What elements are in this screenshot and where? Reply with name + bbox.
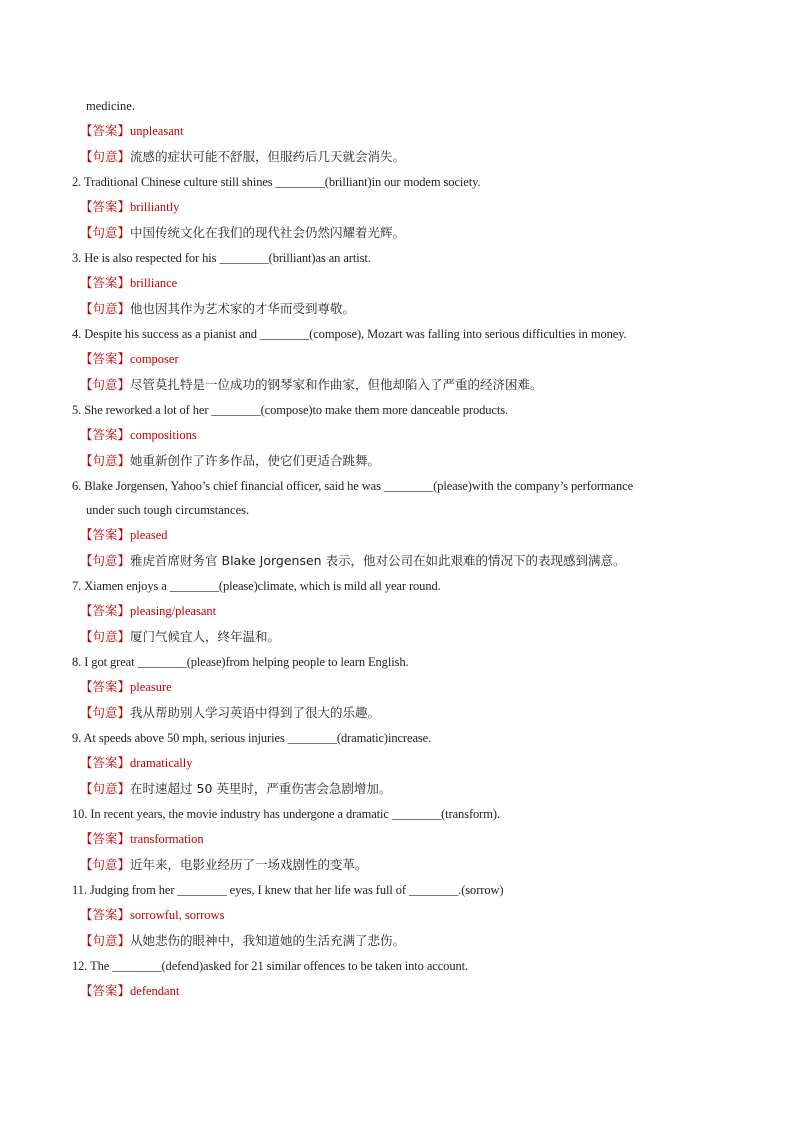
- answer-tag: 【答案】: [80, 351, 131, 366]
- answer-text: pleasing/pleasant: [130, 604, 217, 618]
- exercise-list: [72, 94, 732, 1004]
- answer-tag: 【答案】: [80, 275, 131, 290]
- question-12: 12. The ________(defend)asked for 21 similar offences to be taken into account.: [72, 959, 469, 973]
- meaning-line: [72, 928, 732, 954]
- meaning-line: [72, 548, 732, 574]
- meaning-line: [72, 624, 732, 650]
- meaning-tag: 【句意】: [80, 857, 131, 872]
- meaning-line: [72, 296, 732, 322]
- question-9: 9. At speeds above 50 mph, serious injuries ________(dramatic)increase.: [72, 731, 432, 745]
- meaning-text: 中国传统文化在我们的现代社会仍然闪耀着光辉。: [130, 225, 406, 240]
- answer-text: defendant: [130, 984, 180, 998]
- answer-text: dramatically: [130, 756, 193, 770]
- answer-text: pleased: [130, 528, 168, 542]
- question-5: 5. She reworked a lot of her ________(compose)to make them more danceable products.: [72, 403, 509, 417]
- meaning-tag: 【句意】: [80, 553, 131, 568]
- meaning-tag: 【句意】: [80, 933, 131, 948]
- answer-text: unpleasant: [130, 124, 184, 138]
- answer-tag: 【答案】: [80, 527, 131, 542]
- meaning-line: [72, 700, 732, 726]
- meaning-line: [72, 448, 732, 474]
- meaning-tag: 【句意】: [80, 453, 131, 468]
- meaning-text: 她重新创作了许多作品，使它们更适合跳舞。: [130, 453, 381, 468]
- meaning-text: 我从帮助别人学习英语中得到了很大的乐趣。: [130, 705, 381, 720]
- question-continuation: medicine.: [86, 99, 135, 113]
- question-8: 8. I got great ________(please)from helping people to learn English.: [72, 655, 409, 669]
- question-3: 3. He is also respected for his ________(brilliant)as an artist.: [72, 251, 371, 265]
- answer-tag: 【答案】: [80, 755, 131, 770]
- answer-line: [72, 598, 732, 624]
- answer-tag: 【答案】: [80, 907, 131, 922]
- answer-line: [72, 826, 732, 852]
- meaning-line: [72, 776, 732, 802]
- answer-tag: 【答案】: [80, 199, 131, 214]
- question-4: 4. Despite his success as a pianist and ________(compose), Mozart was falling into serious difficulties in money.: [72, 327, 627, 341]
- meaning-text: 雅虎首席财务官 Blake Jorgensen 表示，他对公司在如此艰难的情况下的表现感到满意。: [130, 553, 626, 568]
- answer-text: sorrowful, sorrows: [130, 908, 225, 922]
- answer-text: brilliance: [130, 276, 178, 290]
- answer-line: [72, 902, 732, 928]
- question-2: 2. Traditional Chinese culture still shines ________(brilliant)in our modem society.: [72, 175, 481, 189]
- meaning-tag: 【句意】: [80, 377, 131, 392]
- meaning-tag: 【句意】: [80, 149, 131, 164]
- answer-text: composer: [130, 352, 179, 366]
- answer-tag: 【答案】: [80, 831, 131, 846]
- meaning-text: 在时速超过 50 英里时，严重伤害会急剧增加。: [130, 781, 392, 796]
- question-11: 11. Judging from her ________ eyes, I knew that her life was full of ________.(sorrow): [72, 883, 504, 897]
- answer-tag: 【答案】: [80, 123, 131, 138]
- meaning-text: 他也因其作为艺术家的才华而受到尊敬。: [130, 301, 356, 316]
- meaning-text: 流感的症状可能不舒服，但服药后几天就会消失。: [130, 149, 406, 164]
- answer-line: [72, 750, 732, 776]
- answer-line: [72, 118, 732, 144]
- answer-line: [72, 978, 732, 1004]
- meaning-text: 近年来，电影业经历了一场戏剧性的变革。: [130, 857, 368, 872]
- meaning-text: 从她悲伤的眼神中，我知道她的生活充满了悲伤。: [130, 933, 406, 948]
- answer-line: [72, 674, 732, 700]
- answer-line: [72, 270, 732, 296]
- question-10: 10. In recent years, the movie industry has undergone a dramatic ________(transform).: [72, 807, 500, 821]
- meaning-line: [72, 220, 732, 246]
- meaning-tag: 【句意】: [80, 629, 131, 644]
- answer-text: transformation: [130, 832, 204, 846]
- question-6: 6. Blake Jorgensen, Yahoo’s chief financial officer, said he was ________(please)with the company’s performance: [72, 479, 634, 493]
- meaning-tag: 【句意】: [80, 705, 131, 720]
- answer-line: [72, 422, 732, 448]
- meaning-text: 厦门气候宜人，终年温和。: [130, 629, 281, 644]
- answer-tag: 【答案】: [80, 679, 131, 694]
- answer-text: brilliantly: [130, 200, 180, 214]
- meaning-line: [72, 372, 732, 398]
- meaning-tag: 【句意】: [80, 301, 131, 316]
- answer-tag: 【答案】: [80, 603, 131, 618]
- meaning-tag: 【句意】: [80, 781, 131, 796]
- question-continuation: under such tough circumstances.: [86, 503, 250, 517]
- answer-tag: 【答案】: [80, 427, 131, 442]
- answer-text: compositions: [130, 428, 197, 442]
- answer-text: pleasure: [130, 680, 172, 694]
- meaning-line: [72, 852, 732, 878]
- answer-tag: 【答案】: [80, 983, 131, 998]
- question-7: 7. Xiamen enjoys a ________(please)climate, which is mild all year round.: [72, 579, 441, 593]
- answer-line: [72, 194, 732, 220]
- answer-line: [72, 346, 732, 372]
- meaning-text: 尽管莫扎特是一位成功的钢琴家和作曲家，但他却陷入了严重的经济困难。: [130, 377, 543, 392]
- answer-line: [72, 522, 732, 548]
- meaning-line: [72, 144, 732, 170]
- meaning-tag: 【句意】: [80, 225, 131, 240]
